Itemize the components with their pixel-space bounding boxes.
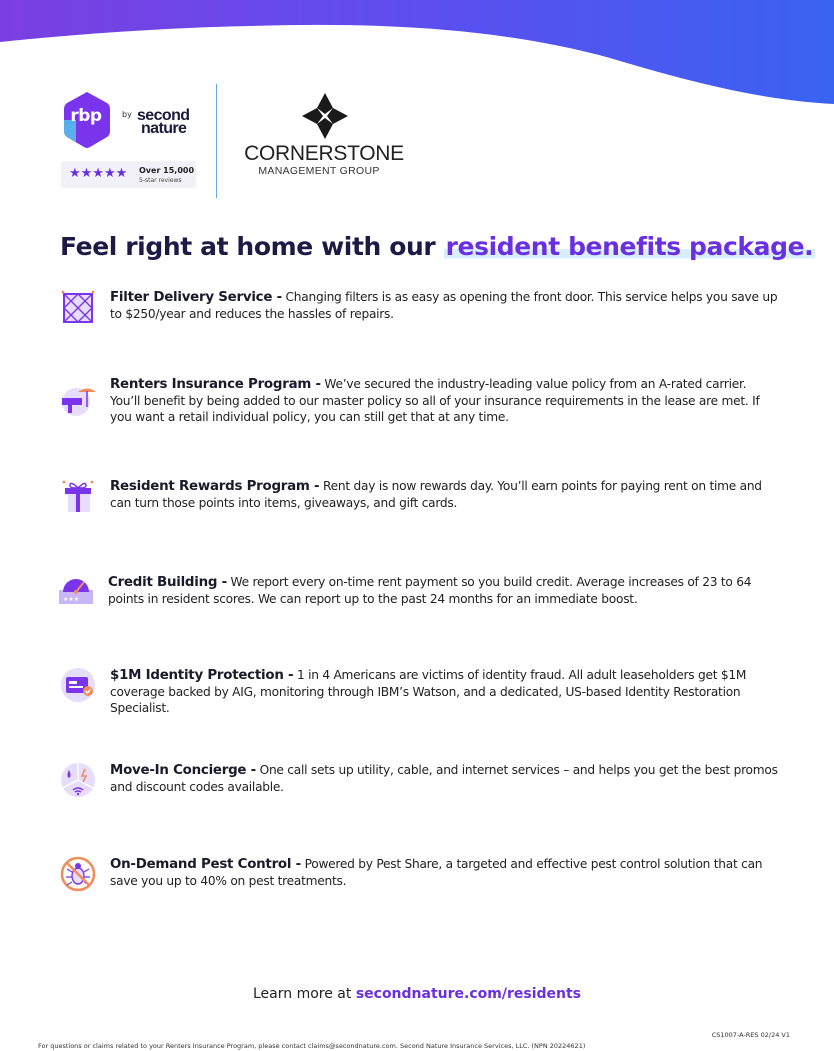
reviews-count: Over 15,000 <box>139 166 195 175</box>
benefit-text <box>110 762 778 795</box>
benefit-text <box>110 376 778 425</box>
credit-meter-icon <box>58 574 94 610</box>
cornerstone-subtitle: MANAGEMENT GROUP <box>258 165 380 177</box>
second-nature-wordmark-line2: nature <box>141 120 187 137</box>
benefit-body: 1 in 4 Americans are victims of identity fraud. All adult leaseholders get $1M coverage backed by AIG, monitoring through IBM’s Watson, and a dedicated, US-based Identity Restoration Specialist. <box>110 668 747 715</box>
benefit-text <box>110 856 778 889</box>
document-code: CS1007-A-RES 02/24 V1 <box>711 1031 790 1039</box>
benefit-title: Move-In Concierge - <box>110 763 256 778</box>
benefit-body: Changing filters is as easy as opening the front door. This service helps you save up to $250/year and reduces the hassles of repairs. <box>110 290 778 321</box>
benefit-body: Powered by Pest Share, a targeted and effective pest control solution that can save you up to 40% on pest treatments. <box>110 857 763 888</box>
residents-link[interactable]: secondnature.com/residents <box>355 986 581 1002</box>
rbp-logo-text: rbp <box>70 106 102 126</box>
benefit-title: $1M Identity Protection - <box>110 668 294 683</box>
gift-icon <box>60 478 96 514</box>
logo-divider <box>216 84 217 198</box>
page-headline <box>60 230 815 264</box>
no-pest-icon <box>60 856 96 892</box>
headline-prefix: Feel right at home with our <box>60 232 444 261</box>
cornerstone-logo-mark <box>302 93 348 139</box>
identity-card-icon <box>60 667 96 703</box>
benefit-text <box>108 574 776 607</box>
learn-more-line <box>0 986 834 1002</box>
benefit-text <box>110 667 778 716</box>
utilities-icon <box>60 762 96 798</box>
second-nature-wordmark-line1: second <box>137 107 190 124</box>
benefit-text <box>110 478 778 511</box>
filter-icon <box>60 290 96 326</box>
reviews-label: 5-star reviews <box>139 177 182 184</box>
benefit-title: Credit Building - <box>108 575 227 590</box>
headline-highlight: resident benefits package. <box>445 232 814 261</box>
umbrella-icon <box>60 382 96 418</box>
five-star-icon: ★★★★★ <box>69 166 128 181</box>
benefit-body: Rent day is now rewards day. You’ll earn points for paying rent on time and can turn those points into items, giveaways, and gift cards. <box>110 479 762 510</box>
svg-text:★★★: ★★★ <box>63 596 80 603</box>
benefit-body: One call sets up utility, cable, and internet services – and helps you get the best promos and discount codes available. <box>110 763 778 794</box>
by-label: by <box>122 110 132 119</box>
benefit-body: We report every on-time rent payment so you build credit. Average increases of 23 to 64 points in resident scores. We can report up to the past 24 months for an immediate boost. <box>108 575 752 606</box>
benefit-title: On-Demand Pest Control - <box>110 857 301 872</box>
header-wave <box>0 0 834 110</box>
footer-disclaimer: For questions or claims related to your Renters Insurance Program, please contact claims@secondnature.com. Second Nature Insurance Services, LLC. (NPN 20224621) <box>38 1042 586 1050</box>
benefit-title: Resident Rewards Program - <box>110 479 320 494</box>
benefit-title: Filter Delivery Service - <box>110 290 282 305</box>
cornerstone-name: CORNERSTONE <box>244 142 404 165</box>
learn-more-prefix: Learn more at <box>253 986 356 1002</box>
benefit-title: Renters Insurance Program - <box>110 377 321 392</box>
benefit-body: We’ve secured the industry-leading value policy from an A-rated carrier. You’ll benefit by being added to our master policy so all of your insurance requirements in the lease are met. If you want a retail individual policy, you can still get that at any time. <box>110 377 760 424</box>
benefit-text <box>110 289 778 322</box>
reviews-badge <box>61 161 196 188</box>
